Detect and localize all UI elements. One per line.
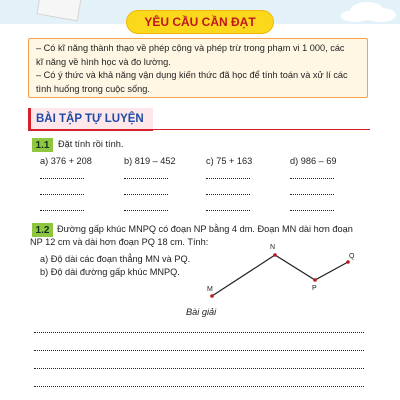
calc-item-b: b) 819 – 452 (124, 156, 176, 166)
answer-dotted-line[interactable] (290, 210, 334, 211)
solution-dotted-line[interactable] (34, 368, 364, 369)
point-p (313, 278, 317, 282)
solution-dotted-line[interactable] (34, 386, 364, 387)
problem-text-line: Đường gấp khúc MNPQ có đoạn NP bằng 4 dm. Đoạn MN dài hơn đoạn (57, 224, 353, 234)
point-n (273, 253, 277, 257)
requirements-title: YÊU CẦU CẦN ĐẠT (126, 10, 274, 34)
answer-dotted-line[interactable] (206, 194, 250, 195)
polyline-mnpq (212, 255, 348, 296)
solution-dotted-line[interactable] (34, 350, 364, 351)
question-a: a) Độ dài các đoạn thẳng MN và PQ. (40, 254, 191, 264)
polyline-figure (198, 240, 368, 310)
solution-dotted-line[interactable] (34, 332, 364, 333)
exercise-instruction: Đặt tính rồi tính. (58, 139, 124, 149)
requirement-line: – Có kĩ năng thành thạo về phép cộng và phép trừ trong phạm vi 1 000, các (36, 43, 345, 53)
requirement-line: kĩ năng về hình học và đo lường. (36, 56, 171, 67)
answer-dotted-line[interactable] (40, 210, 84, 211)
question-b: b) Độ dài đường gấp khúc MNPQ. (40, 267, 180, 277)
answer-dotted-line[interactable] (40, 194, 84, 195)
calc-item-a: a) 376 + 208 (40, 156, 92, 166)
section-title: BÀI TẬP TỰ LUYỆN (28, 108, 153, 131)
point-label-m: M (207, 286, 213, 293)
section-underline (28, 129, 370, 130)
problem-text-line: NP 12 cm và dài hơn đoạn PQ 18 cm. Tính: (30, 237, 209, 247)
exercise-number-badge: 1.2 (32, 223, 53, 237)
answer-dotted-line[interactable] (290, 178, 334, 179)
requirements-box (28, 38, 368, 98)
point-m (210, 294, 214, 298)
answer-dotted-line[interactable] (124, 194, 168, 195)
answer-dotted-line[interactable] (206, 210, 250, 211)
answer-dotted-line[interactable] (206, 178, 250, 179)
answer-dotted-line[interactable] (124, 210, 168, 211)
point-q (346, 260, 350, 264)
cloud-decoration (350, 2, 384, 20)
answer-dotted-line[interactable] (290, 194, 334, 195)
solution-label: Bài giải (186, 307, 217, 317)
calc-item-c: c) 75 + 163 (206, 156, 253, 166)
calc-item-d: d) 986 – 69 (290, 156, 337, 166)
point-label-n: N (270, 244, 276, 251)
exercise-number-badge: 1.1 (32, 138, 53, 152)
point-label-q: Q (349, 253, 355, 260)
requirement-line: tình huống trong cuộc sống. (36, 83, 150, 94)
answer-dotted-line[interactable] (40, 178, 84, 179)
answer-dotted-line[interactable] (124, 178, 168, 179)
point-label-p: P (312, 285, 317, 292)
requirement-line: – Có ý thức và khả năng vận dụng kiến thức đã học để tính toán và xử lí các (36, 70, 348, 81)
